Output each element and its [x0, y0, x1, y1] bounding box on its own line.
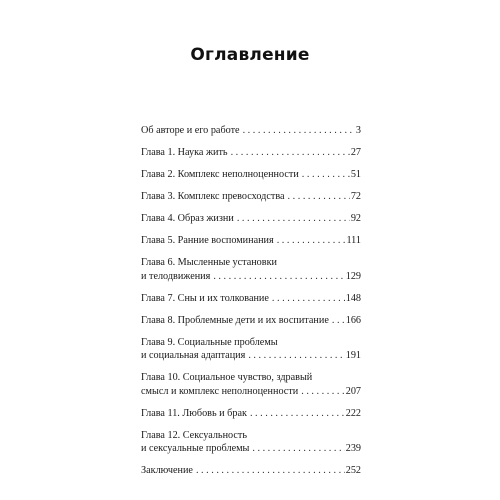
toc-page-number: 27	[350, 147, 361, 158]
toc-entry	[141, 407, 361, 421]
dot-leader	[237, 212, 350, 226]
toc-entry-title: Глава 4. Образ жизни	[141, 213, 234, 224]
dot-leader	[231, 146, 350, 160]
toc-entry	[141, 234, 361, 248]
dot-leader	[243, 124, 355, 138]
dot-leader	[196, 464, 345, 478]
toc-page-number: 207	[345, 385, 361, 397]
toc-entry-title: Глава 7. Сны и их толкование	[141, 292, 269, 304]
toc-entry-title-line1: Глава 6. Мысленные установки	[141, 257, 277, 268]
toc-page-number: 239	[345, 443, 361, 454]
toc-page-number: 111	[346, 235, 361, 246]
toc-page-number: 51	[350, 169, 361, 180]
toc-entry-title-line2: и социальная адаптация	[141, 350, 246, 361]
toc-entry-title-line1: Глава 12. Сексуальность	[141, 429, 247, 441]
toc-entry-title-line2: и телодвижения	[141, 270, 211, 282]
toc-entry-title: Глава 2. Комплекс неполноценности	[141, 169, 299, 180]
dot-leader	[272, 292, 345, 306]
toc-entry-title: Глава 11. Любовь и брак	[141, 407, 247, 419]
toc-entry-title-line1: Глава 9. Социальные проблемы	[141, 336, 278, 348]
toc-entry	[141, 314, 361, 328]
toc-page-number: 92	[350, 213, 361, 224]
dot-leader	[277, 234, 346, 248]
toc-entry	[141, 429, 361, 456]
toc-entry-title: Глава 3. Комплекс превосходства	[141, 191, 285, 202]
toc-entry	[141, 146, 361, 160]
page-title: Оглавление	[190, 45, 310, 65]
toc-entry	[141, 212, 361, 226]
dot-leader	[252, 442, 344, 456]
toc-page-number: 252	[345, 465, 361, 476]
dot-leader	[288, 190, 350, 204]
toc-entry	[141, 371, 361, 398]
toc-page-number: 72	[350, 191, 361, 202]
dot-leader	[302, 168, 350, 182]
toc-entry-title: Об авторе и его работе	[141, 125, 240, 136]
dot-leader	[250, 407, 345, 421]
toc-page-number: 222	[345, 407, 361, 419]
toc-entry	[141, 464, 361, 478]
dot-leader	[248, 349, 344, 363]
toc-page-number: 166	[345, 314, 361, 326]
toc-entry-title: Глава 8. Проблемные дети и их воспитание	[141, 314, 329, 326]
toc-entry-title: Заключение	[141, 465, 193, 476]
toc-entry	[141, 168, 361, 182]
toc-page-number: 3	[355, 125, 361, 136]
toc-entry	[141, 124, 361, 138]
toc-entry	[141, 336, 361, 363]
toc-entry-title-line1: Глава 10. Социальное чувство, здравый	[141, 372, 313, 383]
table-of-contents	[141, 124, 361, 486]
dot-leader	[213, 270, 344, 284]
toc-entry-title: Глава 5. Ранние воспоминания	[141, 235, 274, 246]
toc-page-number: 148	[345, 292, 361, 304]
toc-entry-title-line2: смысл и комплекс неполноценности	[141, 385, 299, 397]
toc-entry	[141, 190, 361, 204]
dot-leader	[332, 314, 345, 328]
toc-entry	[141, 292, 361, 306]
toc-entry-title: Глава 1. Наука жить	[141, 147, 228, 158]
toc-entry	[141, 256, 361, 283]
dot-leader	[301, 385, 344, 399]
toc-page-number: 191	[345, 350, 361, 361]
toc-page-number: 129	[345, 270, 361, 282]
toc-entry-title-line2: и сексуальные проблемы	[141, 443, 250, 454]
